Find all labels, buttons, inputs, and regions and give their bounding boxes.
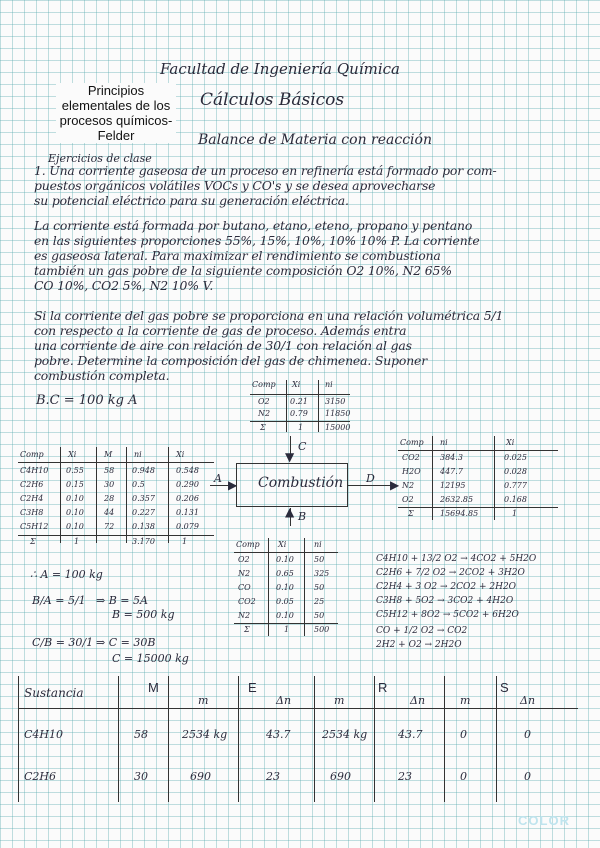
table-cell: C4H10 (24, 728, 64, 741)
statement-line: La corriente está formada por butano, etano, eteno, propano y pentano (34, 218, 473, 233)
arrow-down-icon: ▼ (285, 450, 295, 464)
table-cell: O2 (402, 495, 414, 504)
table-cell: 0.79 (290, 409, 308, 418)
group-header: R (378, 680, 388, 695)
table-cell: 1 (512, 509, 518, 518)
table-cell: 0.55 (66, 466, 84, 475)
relation-fraction: C/B = 30/1 (32, 636, 94, 649)
table-cell: 50 (314, 583, 325, 592)
table-cell: 0.168 (504, 495, 527, 504)
table-cell: Σ (260, 423, 266, 432)
table-cell: 0.777 (504, 481, 527, 490)
relation-text: ⇒ B = 5A (96, 594, 148, 607)
table-header: Comp (20, 450, 44, 459)
table-header: m (460, 694, 471, 707)
table-header: ni (314, 540, 322, 549)
table-cell: 3.170 (132, 537, 155, 546)
table-cell: C2H4 (20, 494, 44, 503)
table-cell: N2 (238, 611, 251, 620)
table-header: ni (440, 438, 448, 447)
relation-text: ∴ A = 100 kg (30, 568, 103, 581)
table-header: Comp (252, 380, 276, 389)
relation-text: C = 15000 kg (112, 652, 189, 665)
table-cell: 0.10 (276, 611, 294, 620)
statement-line: su potencial eléctrico para su generación eléctrica. (34, 193, 349, 208)
table-cell: 2534 kg (182, 728, 228, 741)
table-cell: 28 (104, 494, 115, 503)
reaction-equation: C2H6 + 7/2 O2 → 2CO2 + 3H2O (376, 568, 525, 578)
reaction-equation: C3H8 + 5O2 → 3CO2 + 4H2O (376, 596, 514, 606)
table-cell: 0.10 (276, 583, 294, 592)
table-cell: 43.7 (266, 728, 291, 741)
table-cell: CO2 (402, 453, 420, 462)
table-cell: 2632.85 (440, 495, 474, 504)
reaction-equation: C5H12 + 8O2 → 5CO2 + 6H2O (376, 610, 519, 620)
table-cell: 0.357 (132, 494, 155, 503)
table-cell: 25 (314, 597, 325, 606)
table-cell: C3H8 (20, 508, 44, 517)
table-cell: 1 (284, 625, 290, 634)
table-cell: 0.138 (132, 522, 155, 531)
table-cell: 30 (104, 480, 115, 489)
table-header: ni (134, 450, 142, 459)
statement-line: puestos orgánicos volátiles VOCs y CO's y se desea aprovecharse (34, 178, 436, 193)
table-cell: 58 (134, 728, 148, 741)
table-header: Xi (176, 450, 185, 459)
table-cell: C2H6 (24, 770, 57, 783)
table-cell: 500 (314, 625, 330, 634)
table-cell: 0.131 (176, 508, 199, 517)
table-cell: 384.3 (440, 453, 463, 462)
table-cell: 0 (524, 728, 531, 741)
table-cell: N2 (238, 569, 251, 578)
table-cell: 44 (104, 508, 115, 517)
relation-fraction: B/A = 5/1 (32, 594, 86, 607)
statement-line: CO 10%, CO2 5%, N2 10% V. (34, 278, 214, 293)
table-cell: 1 (298, 423, 304, 432)
table-cell: 0.21 (290, 397, 308, 406)
statement-line: pobre. Determine la composición del gas de chimenea. Suponer (34, 353, 427, 368)
table-cell: N2 (258, 409, 271, 418)
group-header: M (148, 680, 159, 695)
table-cell: 2534 kg (322, 728, 368, 741)
arrow-right-icon: ▶ (228, 478, 238, 492)
reaction-equation: C2H4 + 3 O2 → 2CO2 + 2H2O (376, 582, 517, 592)
table-cell: 50 (314, 555, 325, 564)
table-cell: 447.7 (440, 467, 463, 476)
reaction-equation: C4H10 + 13/2 O2 → 4CO2 + 5H2O (376, 554, 537, 564)
table-cell: 690 (330, 770, 351, 783)
table-cell: 11850 (325, 409, 351, 418)
table-header: ni (325, 380, 333, 389)
table-cell: C4H10 (20, 466, 49, 475)
table-cell: Σ (408, 509, 414, 518)
table-cell: 0 (460, 770, 467, 783)
table-cell: 0.290 (176, 480, 199, 489)
table-header: Xi (68, 450, 77, 459)
table-cell: N2 (402, 481, 415, 490)
table-cell: 30 (134, 770, 148, 783)
reaction-equation: 2H2 + O2 → 2H2O (376, 640, 462, 650)
table-header: Δn (410, 694, 426, 707)
table-cell: 0.025 (504, 453, 527, 462)
table-cell: C2H6 (20, 480, 44, 489)
table-cell: 12195 (440, 481, 466, 490)
relation-text: B = 500 kg (112, 608, 175, 621)
table-cell: Σ (244, 625, 250, 634)
table-header: Comp (400, 438, 424, 447)
table-cell: 0 (460, 728, 467, 741)
table-cell: 15000 (325, 423, 351, 432)
exercise-heading: Ejercicios de clase (48, 152, 152, 165)
unit-label: Combustión (258, 475, 344, 491)
statement-line: Si la corriente del gas pobre se proporciona en una relación volumétrica 5/1 (34, 308, 504, 323)
table-cell: 15694.85 (440, 509, 479, 518)
stream-label: D (366, 472, 375, 485)
book-reference-label: Principios elementales de los procesos químicos-Felder (56, 83, 176, 143)
table-header: m (198, 694, 209, 707)
stream-label: C (298, 440, 307, 453)
stream-label: A (214, 472, 222, 485)
table-header: Δn (276, 694, 292, 707)
table-cell: 0.948 (132, 466, 155, 475)
table-cell: 23 (266, 770, 280, 783)
arrow-right-icon: ▶ (390, 478, 400, 492)
table-header: Xi (506, 438, 515, 447)
table-cell: 0 (524, 770, 531, 783)
table-cell: 0.10 (276, 555, 294, 564)
statement-line: también un gas pobre de la siguiente composición O2 10%, N2 65% (34, 263, 452, 278)
table-cell: 0.206 (176, 494, 199, 503)
table-header: M (104, 450, 113, 459)
reaction-equation: CO + 1/2 O2 → CO2 (376, 626, 468, 636)
table-cell: 0.05 (276, 597, 294, 606)
faculty-title: Facultad de Ingeniería Química (160, 60, 400, 78)
table-cell: O2 (238, 555, 250, 564)
table-header: m (334, 694, 345, 707)
table-cell: 50 (314, 611, 325, 620)
table-header: Xi (278, 540, 287, 549)
statement-line: es gaseosa lateral. Para maximizar el rendimiento se combustiona (34, 248, 441, 263)
stream-label: B (298, 510, 307, 523)
table-cell: Σ (30, 537, 36, 546)
table-cell: 325 (314, 569, 330, 578)
table-cell: 690 (190, 770, 211, 783)
table-cell: 0.65 (276, 569, 294, 578)
table-cell: 0.5 (132, 480, 145, 489)
table-cell: C5H12 (20, 522, 49, 531)
table-cell: 0.10 (66, 522, 84, 531)
table-cell: 0.10 (66, 494, 84, 503)
group-header: S (500, 680, 509, 695)
group-header: E (248, 680, 257, 695)
table-cell: CO2 (238, 597, 256, 606)
table-cell: 23 (398, 770, 412, 783)
table-cell: 3150 (325, 397, 346, 406)
statement-line: en las siguientes proporciones 55%, 15%, 10%, 10% 10% P. La corriente (34, 233, 480, 248)
table-cell: 0.15 (66, 480, 84, 489)
table-cell: 0.227 (132, 508, 155, 517)
statement-line: combustión completa. (34, 368, 170, 383)
table-cell: 1 (74, 537, 80, 546)
table-cell: 58 (104, 466, 115, 475)
table-cell: 0.548 (176, 466, 199, 475)
table-header: Xi (292, 380, 301, 389)
relation-text: ⇒ C = 30B (96, 636, 156, 649)
table-cell: 0.079 (176, 522, 199, 531)
table-cell: 1 (182, 537, 188, 546)
table-header: Comp (236, 540, 260, 549)
table-cell: 43.7 (398, 728, 423, 741)
table-cell: 0.10 (66, 508, 84, 517)
table-cell: 0.028 (504, 467, 527, 476)
course-title: Cálculos Básicos (200, 90, 345, 110)
table-cell: CO (238, 583, 251, 592)
calculation-basis: B.C = 100 kg A (36, 393, 138, 408)
statement-line: 1. Una corriente gaseosa de un proceso en refinería está formado por com- (34, 163, 497, 178)
table-cell: O2 (258, 397, 270, 406)
arrow-up-icon: ▲ (285, 505, 295, 519)
table-header: Sustancia (24, 686, 84, 700)
table-cell: H2O (402, 467, 421, 476)
statement-line: con respecto a la corriente de gas de proceso. Además entra (34, 323, 407, 338)
table-cell: 72 (104, 522, 115, 531)
watermark-logo: COLOR (518, 813, 570, 828)
table-header: Δn (520, 694, 536, 707)
statement-line: una corriente de aire con relación de 30/1 con relación al gas (34, 338, 412, 353)
topic-title: Balance de Materia con reacción (198, 132, 432, 148)
